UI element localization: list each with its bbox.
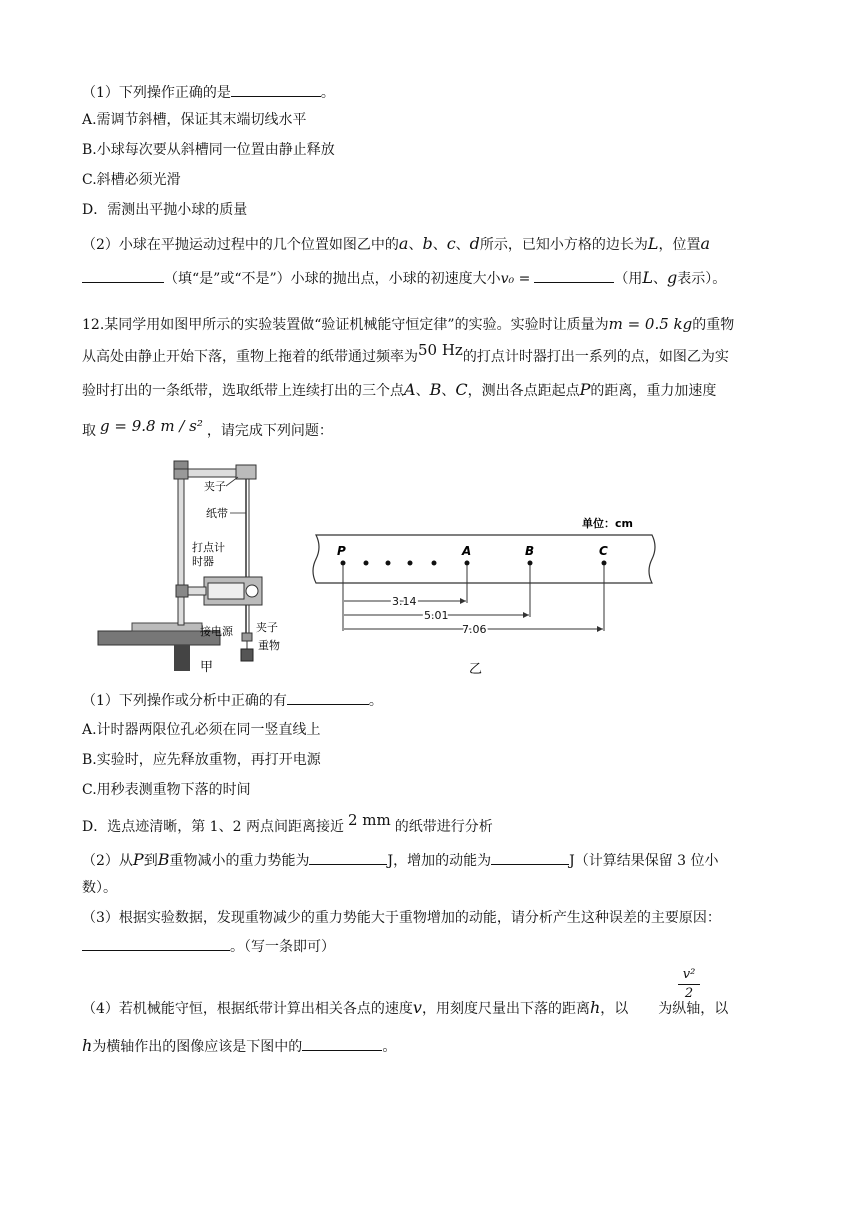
- q12-stem-line4: [82, 417, 333, 441]
- q11-part2-line1: [82, 234, 710, 255]
- mass-value: m = 0.5 kg: [608, 315, 693, 333]
- label-clamp-top: 夹子: [204, 480, 226, 493]
- q11-option-a: A.需调节斜槽，保证其末端切线水平: [82, 112, 307, 128]
- arrow-head: [597, 626, 603, 632]
- text: D．选点迹清晰，第 1、2 两点间距离接近: [82, 819, 344, 835]
- answer-blank-potential[interactable]: [309, 850, 387, 865]
- text: ，用刻度尺量出下落的距离: [421, 1001, 590, 1017]
- leader-line: [226, 477, 238, 486]
- timer-boss: [176, 585, 188, 597]
- dot: [432, 561, 437, 566]
- text: 、: [432, 237, 447, 253]
- stand-base: [132, 623, 202, 631]
- fraction-denominator: 2: [684, 986, 694, 1001]
- var-a: a: [398, 234, 409, 253]
- arrow-head: [460, 598, 466, 604]
- text: 。: [382, 1039, 397, 1055]
- text: 验时打出的一条纸带，选取纸带上连续打出的三个点: [82, 383, 404, 399]
- text: 为横轴作出的图像应该是下图中的: [92, 1039, 303, 1055]
- var-h: h: [589, 998, 601, 1017]
- var-L: L: [647, 234, 659, 253]
- text: （用: [614, 271, 643, 287]
- dot-P: [341, 561, 346, 566]
- text: J，增加的动能为: [387, 853, 492, 869]
- label-paper-tape: 纸带: [206, 507, 228, 520]
- text: （4）若机械能守恒，根据纸带计算出相关各点的速度: [82, 1001, 413, 1017]
- text: 、: [652, 271, 667, 287]
- text: ，请完成下列问题：: [206, 423, 333, 439]
- q12-sub2-cont: 数）。: [82, 880, 117, 896]
- q11-part1-text: （1）下列操作正确的是: [82, 85, 231, 101]
- point-P: P: [579, 380, 591, 399]
- label-weight: 重物: [258, 639, 280, 652]
- point-B: B: [157, 850, 170, 869]
- text: （1）下列操作或分析中正确的有: [82, 693, 287, 709]
- dot-A: [465, 561, 470, 566]
- timer-panel: [208, 583, 244, 599]
- var-b: b: [422, 234, 433, 253]
- q12-option-c: C.用秒表测重物下落的时间: [82, 782, 251, 798]
- figure-jia-apparatus: [96, 455, 280, 680]
- var-L: L: [642, 268, 653, 287]
- q12-sub3: （3）根据实验数据，发现重物减少的重力势能大于重物增加的动能，请分析产生这种误差的主要原因：: [82, 910, 721, 926]
- figure-jia-caption: 甲: [200, 660, 214, 675]
- point-C: C: [455, 380, 468, 399]
- text: 从高处由静止开始下落，重物上拖着的纸带通过频率为: [82, 349, 418, 365]
- distance-PA: 3.14: [392, 595, 417, 608]
- label-power: 接电源: [200, 625, 233, 638]
- text: 所示，已知小方格的边长为: [479, 237, 648, 253]
- weight: [241, 649, 253, 661]
- answer-blank[interactable]: [231, 82, 321, 97]
- top-clamp: [236, 465, 256, 479]
- gravity-value: g = 9.8 m / s²: [100, 417, 203, 435]
- text: 的打点计时器打出一系列的点，如图乙为实: [462, 349, 729, 365]
- q12-sub4-cont: [82, 1036, 396, 1057]
- text: 取: [82, 423, 96, 439]
- q12-sub1: [82, 690, 383, 711]
- text: 的纸带进行分析: [394, 819, 493, 835]
- var-d: d: [469, 234, 480, 253]
- q11-option-b: B.小球每次要从斜槽同一位置由静止释放: [82, 142, 335, 158]
- dot-C: [602, 561, 607, 566]
- stand-rod: [178, 467, 184, 625]
- distance-PC: 7.06: [462, 623, 487, 636]
- text: 到: [143, 853, 158, 869]
- var-v0: v₀ =: [500, 271, 531, 287]
- text: 重物减小的重力势能为: [169, 853, 310, 869]
- q11-part1-suffix: 。: [320, 85, 335, 101]
- answer-blank-reason[interactable]: [82, 936, 230, 951]
- q11-option-d: D．需测出平抛小球的质量: [82, 202, 248, 218]
- boss-head: [174, 469, 188, 479]
- var-a: a: [700, 234, 711, 253]
- q11-part1: [82, 82, 335, 103]
- q12-stem-line1: [82, 314, 734, 335]
- q12-stem-line2: [82, 341, 729, 367]
- text: ，测出各点距起点: [467, 383, 580, 399]
- dot-B: [528, 561, 533, 566]
- text: 12.某同学用如图甲所示的实验装置做“验证机械能守恒定律”的实验。实验时让质量为: [82, 317, 609, 333]
- q12-option-d: [82, 811, 493, 837]
- text: J（计算结果保留 3 位小: [569, 853, 719, 869]
- label-C: C: [599, 544, 608, 558]
- q12-option-a: A.计时器两限位孔必须在同一竖直线上: [82, 722, 321, 738]
- answer-blank[interactable]: [287, 690, 369, 705]
- text: 、: [408, 237, 423, 253]
- label-timer-1: 打点计: [192, 541, 225, 554]
- text: 。: [368, 693, 383, 709]
- frequency-value: 50 Hz: [418, 341, 463, 359]
- point-P: P: [132, 850, 144, 869]
- figure-yi-paper-tape: [306, 505, 666, 680]
- var-v: v: [412, 998, 422, 1017]
- text: 的距离，重力加速度: [590, 383, 717, 399]
- text: 、: [415, 383, 430, 399]
- q12-sub3-cont: [82, 936, 335, 957]
- arrow-head: [523, 612, 529, 618]
- text: ，以: [600, 1001, 629, 1017]
- text: （2）小球在平抛运动过程中的几个位置如图乙中的: [82, 237, 399, 253]
- var-g: g: [666, 268, 678, 287]
- dot: [364, 561, 369, 566]
- text: 表示）。: [677, 271, 727, 287]
- q12-sub4: [82, 998, 728, 1019]
- dot: [408, 561, 413, 566]
- answer-blank[interactable]: [82, 268, 164, 283]
- q12-stem-line3: [82, 380, 716, 401]
- q11-option-c: C.斜槽必须光滑: [82, 172, 181, 188]
- label-A: A: [462, 544, 472, 558]
- text: 。（写一条即可）: [230, 939, 335, 955]
- dot: [386, 561, 391, 566]
- fraction-v2-over-2: [678, 966, 700, 1003]
- figure-yi-caption: 乙: [469, 662, 483, 677]
- q11-part2-line2: [82, 268, 726, 289]
- table-leg: [174, 645, 190, 671]
- var-h: h: [82, 1036, 93, 1055]
- label-clamp-bottom: 夹子: [256, 621, 278, 634]
- text: 、: [455, 237, 470, 253]
- text: （2）从: [82, 853, 133, 869]
- unit-label: 单位：cm: [582, 517, 633, 530]
- text: 为纵轴，以: [658, 1001, 729, 1017]
- label-B: B: [525, 544, 535, 558]
- distance-2mm: 2 mm: [347, 811, 391, 829]
- q12-sub2: [82, 850, 719, 871]
- label-P: P: [337, 544, 346, 558]
- answer-blank[interactable]: [534, 268, 614, 283]
- label-timer-2: 时器: [192, 555, 214, 568]
- text: （填“是”或“不是”）小球的抛出点，小球的初速度大小: [164, 271, 501, 287]
- q12-option-b: B.实验时，应先释放重物，再打开电源: [82, 752, 321, 768]
- distance-PB: 5.01: [424, 609, 449, 622]
- text: 、: [441, 383, 456, 399]
- fraction-numerator: v²: [678, 966, 700, 985]
- var-c: c: [446, 234, 456, 253]
- bottom-clamp: [242, 633, 252, 641]
- point-A: A: [404, 380, 416, 399]
- point-B: B: [429, 380, 442, 399]
- timer-coil: [246, 585, 258, 597]
- text: ，位置: [658, 237, 701, 253]
- text: 的重物: [692, 317, 735, 333]
- answer-blank-graph[interactable]: [302, 1036, 382, 1051]
- answer-blank-kinetic[interactable]: [491, 850, 569, 865]
